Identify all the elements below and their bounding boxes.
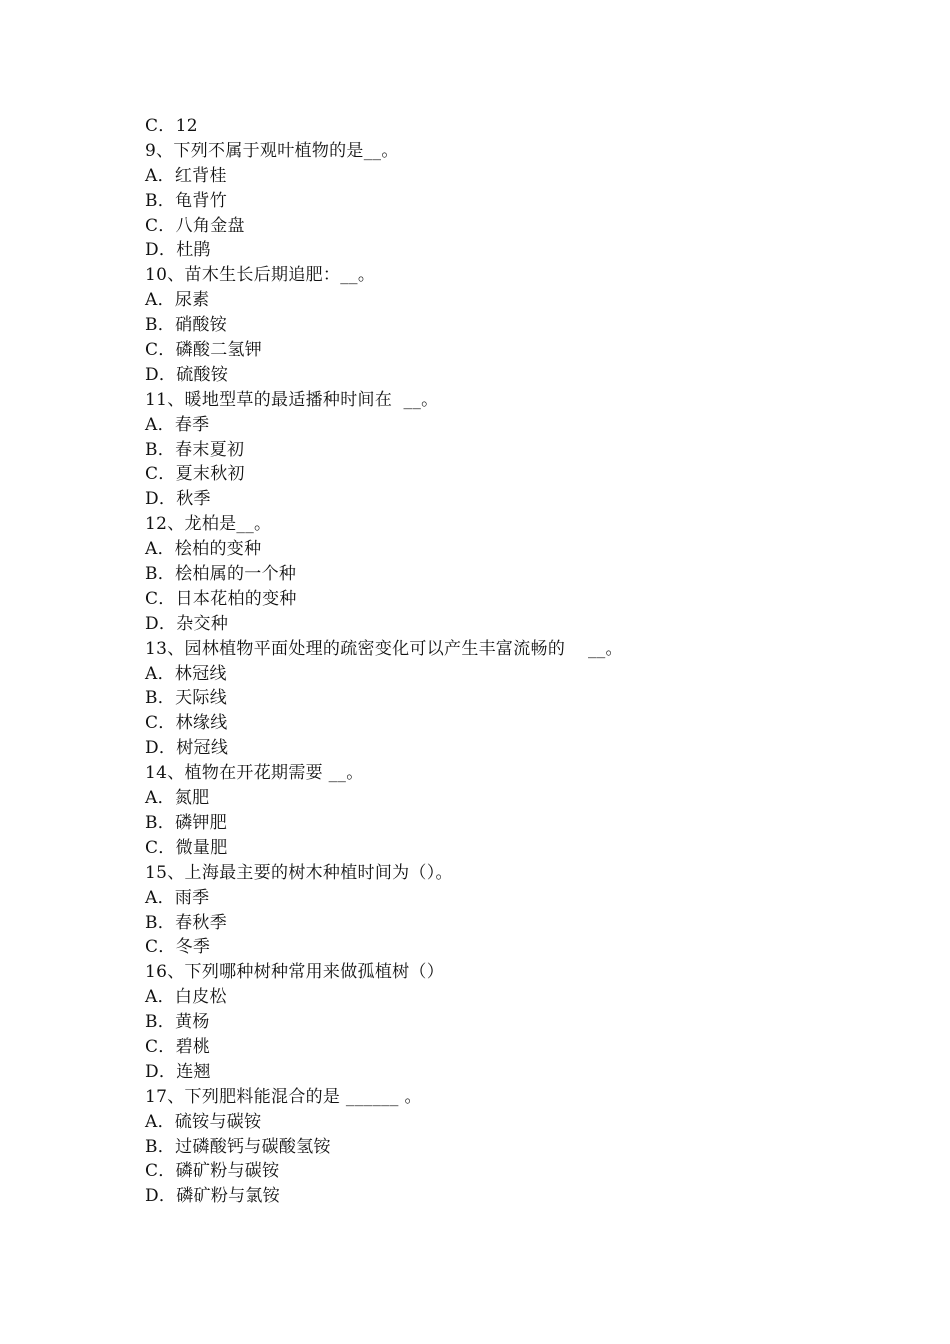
question-line: 16、下列哪种树种常用来做孤植树（） <box>145 962 445 983</box>
option-line: B．过磷酸钙与碳酸氢铵 <box>145 1136 331 1157</box>
option-line: A．白皮松 <box>145 987 227 1008</box>
option-line: B．桧柏属的一个种 <box>145 564 297 585</box>
option-line: A．春季 <box>145 414 210 435</box>
question-line: 9、下列不属于观叶植物的是__。 <box>145 140 399 161</box>
option-line: A．雨季 <box>145 887 210 908</box>
option-line: B．春秋季 <box>145 912 227 933</box>
question-line: 10、苗木生长后期追肥：__。 <box>145 265 376 286</box>
option-line: A．氮肥 <box>145 788 210 809</box>
option-line: B．硝酸铵 <box>145 315 227 336</box>
option-line: A．桧柏的变种 <box>145 539 262 560</box>
question-line: 17、下列肥料能混合的是 ______ 。 <box>145 1086 422 1107</box>
question-line: 12、龙柏是__。 <box>145 514 272 535</box>
option-line: C．磷矿粉与碳铵 <box>145 1161 280 1182</box>
option-line: C．夏末秋初 <box>145 464 245 485</box>
option-line: D．硫酸铵 <box>145 364 229 385</box>
option-line: C．林缘线 <box>145 713 228 734</box>
option-line: C．冬季 <box>145 937 211 958</box>
option-line: A．硫铵与碳铵 <box>145 1111 262 1132</box>
question-line: 15、上海最主要的树木种植时间为（）。 <box>145 862 453 883</box>
option-line: D．树冠线 <box>145 738 229 759</box>
question-line: 11、暖地型草的最适播种时间在 __。 <box>145 389 439 410</box>
option-line: B．龟背竹 <box>145 190 227 211</box>
question-line: 13、园林植物平面处理的疏密变化可以产生丰富流畅的 __。 <box>145 638 623 659</box>
option-line: A．林冠线 <box>145 663 227 684</box>
option-line: D．杂交种 <box>145 613 229 634</box>
option-line: C．碧桃 <box>145 1036 211 1057</box>
option-line: C．日本花柏的变种 <box>145 588 297 609</box>
option-line: B．天际线 <box>145 688 227 709</box>
option-line: C．磷酸二氢钾 <box>145 340 263 361</box>
option-line: B．黄杨 <box>145 1012 210 1033</box>
option-line: D．杜鹃 <box>145 240 211 261</box>
option-line: D．磷矿粉与氯铵 <box>145 1186 281 1207</box>
option-line: D．连翘 <box>145 1061 211 1082</box>
option-line: B．磷钾肥 <box>145 812 227 833</box>
question-line: 14、植物在开花期需要 __。 <box>145 763 364 784</box>
option-line: B．春末夏初 <box>145 439 245 460</box>
option-line: C．八角金盘 <box>145 215 245 236</box>
document-page <box>145 114 905 1209</box>
option-line: D．秋季 <box>145 489 211 510</box>
option-line: A．尿素 <box>145 290 210 311</box>
option-line: A．红背桂 <box>145 165 227 186</box>
option-line: C．12 <box>145 116 198 136</box>
option-line: C．微量肥 <box>145 837 228 858</box>
